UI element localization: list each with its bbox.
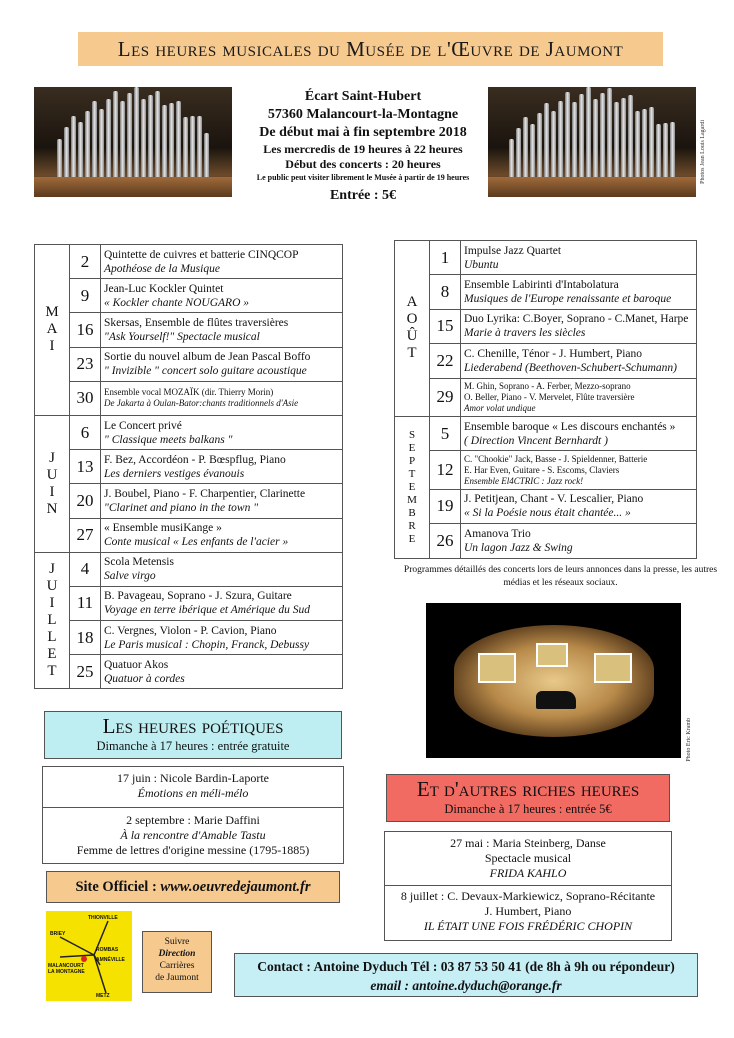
organ-pipe xyxy=(509,139,514,179)
event-line: Femme de lettres d'origine messine (1795-1885) xyxy=(76,843,310,857)
concert-description xyxy=(101,621,343,655)
organ-pipe xyxy=(572,102,577,179)
performer: M. Ghin, Soprano - A. Ferber, Mezzo-soprano xyxy=(464,380,631,391)
day-number: 13 xyxy=(70,450,101,484)
direction-sign xyxy=(142,931,212,993)
organ-pipe xyxy=(523,117,528,179)
performer: C. Chenille, Ténor - J. Humbert, Piano xyxy=(464,347,643,360)
visit-note: Le public peut visiter librement le Musée à partir de 19 heures xyxy=(256,173,470,182)
concert-description xyxy=(101,279,343,313)
page-title: Les heures musicales du Musée de l'Œuvre de Jaumont xyxy=(117,36,624,61)
organ-pipe xyxy=(628,95,633,179)
official-site xyxy=(46,871,340,903)
concert-row xyxy=(395,275,697,309)
performer: Ensemble Labirinti d'Intabolatura xyxy=(464,279,619,292)
organ-pipe xyxy=(141,99,146,179)
performer: Quatuor Akos xyxy=(104,658,169,671)
day-number: 9 xyxy=(70,279,101,313)
programme-title: Amor volat undique xyxy=(464,402,536,413)
concert-description xyxy=(101,655,343,689)
programme-title: Marie à travers les siècles xyxy=(464,327,586,340)
programme-title: Musiques de l'Europe renaissante et baroque xyxy=(464,293,672,306)
performer: Scola Metensis xyxy=(104,556,174,569)
organ-pipe xyxy=(78,122,83,179)
organ-pipe xyxy=(197,116,202,179)
organ-pipe xyxy=(530,124,535,179)
day-number: 2 xyxy=(70,245,101,279)
programme-title: "Clarinet and piano in the town " xyxy=(104,501,259,514)
concert-description xyxy=(461,344,697,378)
concert-row xyxy=(395,241,697,275)
heures-poetiques-header xyxy=(44,711,342,759)
organ-pipe xyxy=(113,91,118,179)
organ-pipe xyxy=(190,116,195,179)
day-number: 15 xyxy=(430,309,461,343)
organ-pipe xyxy=(593,99,598,179)
programme-title: « Kockler chante NOUGARO » xyxy=(104,296,249,309)
organ-pipe xyxy=(92,101,97,179)
concert-start: Début des concerts : 20 heures xyxy=(285,157,441,171)
performer: Le Concert privé xyxy=(104,419,182,432)
month-label: J U I N xyxy=(35,415,70,552)
concert-row xyxy=(35,655,343,689)
organ-pipe xyxy=(670,122,675,179)
concert-description xyxy=(101,313,343,347)
organ-pipe xyxy=(656,124,661,179)
programme-title: De Jakarta à Oulan-Bator:chants traditionnels d'Asie xyxy=(104,398,299,409)
day-number: 12 xyxy=(430,451,461,489)
autres-heures-header xyxy=(386,774,670,822)
concert-description xyxy=(461,524,697,558)
map-label: MALANCOURT LA MONTAGNE xyxy=(48,963,85,975)
page-title-banner xyxy=(78,32,663,66)
suivre-line: de Jaumont xyxy=(155,973,199,983)
performer: J. Petitjean, Chant - V. Lescalier, Piano xyxy=(464,493,644,506)
map-label: BRIEY xyxy=(50,931,66,937)
map-label: THIONVILLE xyxy=(88,915,118,921)
organ-pipe xyxy=(106,99,111,179)
organ-pipe xyxy=(99,109,104,179)
concert-row xyxy=(35,279,343,313)
programme-title: "Ask Yourself!" Spectacle musical xyxy=(104,330,260,343)
organ-pipe xyxy=(621,98,626,179)
programme-title: Le Paris musical : Chopin, Franck, Debussy xyxy=(104,638,310,651)
organ-pipe xyxy=(579,94,584,179)
email-link[interactable]: antoine.dyduch@orange.fr xyxy=(412,978,562,993)
organ-pipe xyxy=(71,116,76,179)
day-number: 22 xyxy=(430,344,461,378)
schedule-table-right xyxy=(394,240,697,559)
performer: Duo Lyrika: C.Boyer, Soprano - C.Manet, Harpe xyxy=(464,313,689,326)
event-line: 8 juillet : C. Devaux-Markiewicz, Soprano-Récitante xyxy=(385,885,671,904)
performer: E. Har Even, Guitare - S. Escoms, Claviers xyxy=(464,464,620,475)
photo2-credit: Photo Eric Kramb xyxy=(686,718,692,762)
organ-pipe xyxy=(85,111,90,179)
event-line: 17 juin : Nicole Bardin-Laporte xyxy=(117,771,269,785)
concert-description xyxy=(101,347,343,381)
concert-description xyxy=(101,586,343,620)
concert-row xyxy=(395,378,697,416)
performer: O. Beller, Piano - V. Mervelet, Flûte traversière xyxy=(464,391,635,402)
concert-description xyxy=(101,415,343,449)
day-number: 27 xyxy=(70,518,101,552)
concert-description xyxy=(101,245,343,279)
organ-pipe xyxy=(57,139,62,179)
performer: Sortie du nouvel album de Jean Pascal Boffo xyxy=(104,351,311,364)
organ-pipe xyxy=(169,103,174,179)
programme-title: Liederabend (Beethoven-Schubert-Schumann) xyxy=(464,361,677,374)
organ-pipe xyxy=(155,91,160,179)
performer: Jean-Luc Kockler Quintet xyxy=(104,282,224,295)
concert-row xyxy=(35,552,343,586)
organ-pipe xyxy=(586,87,591,179)
programme-title: Ubuntu xyxy=(464,258,499,271)
organ-pipe xyxy=(558,101,563,179)
concert-row xyxy=(395,451,697,489)
programme-title: " Invizible " concert solo guitare acoustique xyxy=(104,365,307,378)
event-line: Émotions en méli-mélo xyxy=(137,786,249,800)
month-label: J U I L L E T xyxy=(35,552,70,689)
concert-description xyxy=(461,451,697,489)
day-number: 8 xyxy=(430,275,461,309)
organ-photo-left xyxy=(34,87,232,197)
event-line: IL ÉTAIT UNE FOIS FRÉDÉRIC CHOPIN xyxy=(423,919,633,933)
organ-photo-right xyxy=(488,87,696,197)
concert-description xyxy=(461,309,697,343)
event-line: J. Humbert, Piano xyxy=(484,904,572,918)
concert-row xyxy=(35,518,343,552)
organ-pipe xyxy=(663,123,668,179)
performer: J. Boubel, Piano - F. Charpentier, Clarinette xyxy=(104,487,306,500)
organ-pipe xyxy=(176,101,181,179)
organ-pipe xyxy=(537,113,542,179)
day-number: 19 xyxy=(430,489,461,523)
performer: F. Bez, Accordéon - P. Bœspflug, Piano xyxy=(104,453,286,466)
contact-box xyxy=(234,953,698,997)
map-label: METZ xyxy=(96,993,110,999)
autres-heures-title: Et d'autres riches heures xyxy=(416,777,640,801)
programme-title: ( Direction Vincent Bernhardt ) xyxy=(464,434,608,447)
event-line: À la rencontre d'Amable Tastu xyxy=(120,828,266,842)
map-label: ROMBAS xyxy=(96,947,119,953)
performer: « Ensemble musiKange » xyxy=(104,522,222,535)
programme-title: Quatuor à cordes xyxy=(104,672,185,685)
month-label: S E P T E M B R E xyxy=(395,416,430,558)
day-number: 16 xyxy=(70,313,101,347)
concert-row xyxy=(395,416,697,450)
map-label: AMNÉVILLE xyxy=(96,957,125,963)
organ-pipe xyxy=(642,109,647,179)
concert-row xyxy=(35,313,343,347)
concert-row xyxy=(35,484,343,518)
day-number: 30 xyxy=(70,381,101,415)
organ-pipe xyxy=(148,95,153,179)
season-dates: De début mai à fin septembre 2018 xyxy=(259,125,467,140)
day-number: 23 xyxy=(70,347,101,381)
concert-description xyxy=(101,518,343,552)
suivre-line: Carrières xyxy=(159,961,195,971)
suivre-line: Direction xyxy=(158,949,196,959)
concert-row xyxy=(395,309,697,343)
performer: C. "Chookie" Jack, Basse - J. Spieldenner, Batterie xyxy=(464,453,648,464)
concert-row xyxy=(395,489,697,523)
organ-pipe xyxy=(134,87,139,179)
programme-note: Programmes détaillés des concerts lors de leurs annonces dans la presse, les autres médias et les réseaux sociaux. xyxy=(403,565,718,588)
performer: Skersas, Ensemble de flûtes traversières xyxy=(104,316,289,329)
concert-row xyxy=(35,450,343,484)
day-number: 25 xyxy=(70,655,101,689)
performer: Ensemble baroque « Les discours enchantés » xyxy=(464,420,676,433)
concert-row xyxy=(395,524,697,558)
performer: Ensemble vocal MOZAÏK (dir. Thierry Morin) xyxy=(104,387,274,398)
day-number: 18 xyxy=(70,621,101,655)
month-label: A O Û T xyxy=(395,241,430,417)
organ-pipe xyxy=(600,93,605,179)
organ-pipe xyxy=(162,105,167,179)
concert-row xyxy=(35,415,343,449)
programme-title: Un lagon Jazz & Swing xyxy=(464,541,573,554)
heures-poetiques-subtitle: Dimanche à 17 heures : entrée gratuite xyxy=(96,739,290,753)
photo-credit: Photos Jean Louis Lagardi xyxy=(700,120,706,184)
site-label: Site Officiel : xyxy=(75,878,157,895)
heures-poetiques-title: Les heures poétiques xyxy=(102,714,284,738)
performer: Impulse Jazz Quartet xyxy=(464,244,562,257)
concert-description xyxy=(461,416,697,450)
entry-price: Entrée : 5€ xyxy=(329,188,397,203)
concert-row xyxy=(35,347,343,381)
organ-pipe xyxy=(649,107,654,179)
concert-description xyxy=(101,484,343,518)
organ-pipe xyxy=(127,93,132,179)
day-number: 20 xyxy=(70,484,101,518)
concert-row xyxy=(35,621,343,655)
concert-description xyxy=(461,489,697,523)
event-line: FRIDA KAHLO xyxy=(489,866,567,880)
concert-description xyxy=(461,378,697,416)
performer: B. Pavageau, Soprano - J. Szura, Guitare xyxy=(104,590,292,603)
venue-address: 57360 Malancourt-la-Montagne xyxy=(267,107,459,122)
performer: Quintette de cuivres et batterie CINQCOP xyxy=(104,248,299,261)
organ-pipe xyxy=(516,128,521,179)
map-lines xyxy=(46,911,132,1001)
concert-description xyxy=(101,450,343,484)
day-number: 1 xyxy=(430,241,461,275)
event-line: Spectacle musical xyxy=(484,851,572,865)
opening-hours: Les mercredis de 19 heures à 22 heures xyxy=(263,142,463,156)
event-line: 27 mai : Maria Steinberg, Danse xyxy=(450,836,606,850)
month-label: M A I xyxy=(35,245,70,416)
performer: Amanova Trio xyxy=(464,527,531,540)
email-label: email : xyxy=(370,978,413,993)
organ-pipe xyxy=(614,102,619,179)
organ-pipe xyxy=(565,92,570,179)
day-number: 4 xyxy=(70,552,101,586)
organ-pipe xyxy=(204,133,209,179)
contact-line: Contact : Antoine Dyduch Tél : 03 87 53 50 41 (de 8h à 9h ou répondeur) xyxy=(257,959,675,974)
day-number: 5 xyxy=(430,416,461,450)
programme-title: " Classique meets balkans " xyxy=(104,433,233,446)
programme-title: Apothéose de la Musique xyxy=(104,262,220,275)
concert-row xyxy=(35,381,343,415)
direction-map xyxy=(46,911,132,1001)
suivre-line: Suivre xyxy=(164,937,190,947)
event-line: 2 septembre : Marie Daffini xyxy=(43,807,343,828)
organ-pipe xyxy=(635,111,640,179)
concert-row xyxy=(35,586,343,620)
museum-room-photo xyxy=(426,603,681,758)
programme-title: « Si la Poésie nous était chantée... » xyxy=(464,507,631,520)
performer: C. Vergnes, Violon - P. Cavion, Piano xyxy=(104,624,277,637)
organ-pipe xyxy=(183,117,188,179)
concert-description xyxy=(461,241,697,275)
venue-info xyxy=(232,88,494,184)
programme-title: Ensemble El4CTRIC : Jazz rock! xyxy=(464,475,584,486)
concert-row xyxy=(35,245,343,279)
concert-description xyxy=(101,552,343,586)
organ-pipe xyxy=(607,88,612,179)
concert-description xyxy=(101,381,343,415)
day-number: 26 xyxy=(430,524,461,558)
concert-row xyxy=(395,344,697,378)
day-number: 6 xyxy=(70,415,101,449)
site-link[interactable]: www.oeuvredejaumont.fr xyxy=(160,878,311,895)
programme-title: Les derniers vestiges évanouis xyxy=(104,467,245,480)
programme-title: Conte musical « Les enfants de l'acier » xyxy=(104,536,289,549)
autres-heures-subtitle: Dimanche à 17 heures : entrée 5€ xyxy=(444,802,612,816)
day-number: 29 xyxy=(430,378,461,416)
venue-name: Écart Saint-Hubert xyxy=(304,89,422,104)
heures-poetiques-events xyxy=(42,766,344,864)
programme-title: Salve virgo xyxy=(104,570,156,583)
organ-pipe xyxy=(551,111,556,179)
schedule-table-left xyxy=(34,244,343,689)
organ-pipe xyxy=(120,101,125,179)
autres-heures-events xyxy=(384,831,672,941)
organ-pipe xyxy=(544,103,549,179)
programme-title: Voyage en terre ibérique et Amérique du Sud xyxy=(104,604,310,617)
day-number: 11 xyxy=(70,586,101,620)
concert-description xyxy=(461,275,697,309)
organ-pipe xyxy=(64,127,69,179)
